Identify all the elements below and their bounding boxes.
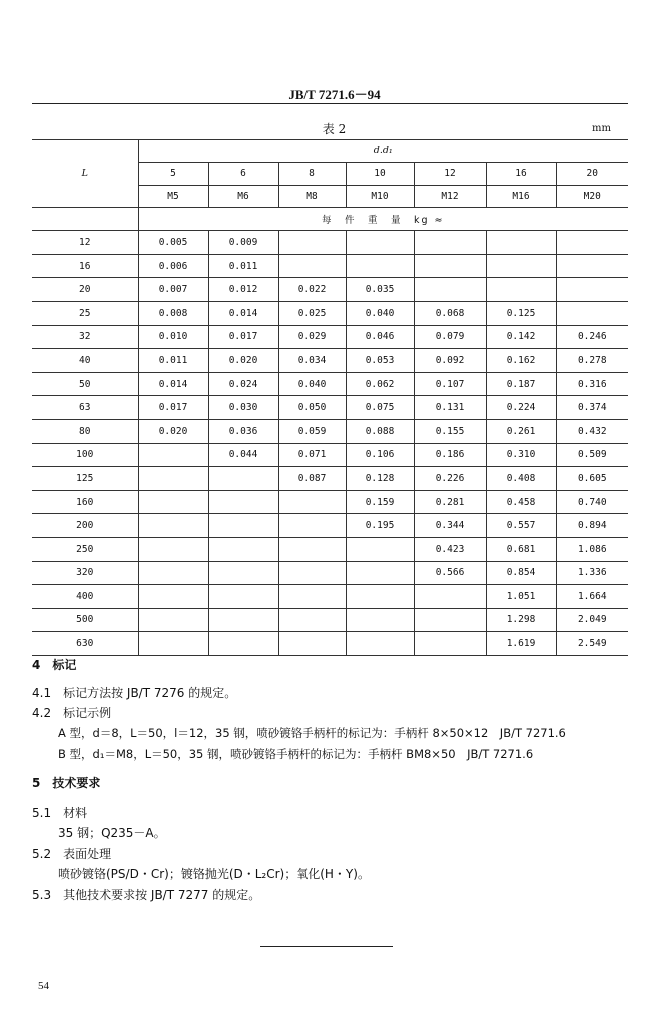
- mass-cell: [138, 561, 208, 585]
- d1-header-cell: M8: [278, 185, 346, 208]
- mass-cell: 0.458: [486, 490, 556, 514]
- mass-cell: [208, 514, 278, 538]
- mass-cell: [278, 561, 346, 585]
- clause-5-2-text: 喷砂镀铬(PS/D・Cr)；镀铬抛光(D・L₂Cr)；氧化(H・Y)。: [58, 867, 370, 881]
- mass-cell: [208, 632, 278, 656]
- mass-cell: 0.159: [346, 490, 414, 514]
- mass-cell: [346, 608, 414, 632]
- mass-cell: 0.566: [414, 561, 486, 585]
- mass-cell: 0.007: [138, 278, 208, 302]
- mass-header: 每 件 重 量 kg ≈: [138, 208, 628, 231]
- mass-cell: 1.336: [556, 561, 628, 585]
- length-cell: 80: [32, 419, 138, 443]
- table-row: [32, 514, 628, 538]
- d-header-cell: 16: [486, 162, 556, 185]
- mass-cell: 0.030: [208, 396, 278, 420]
- clause-4-2: 4.2 标记示例: [32, 706, 112, 720]
- mass-cell: [346, 561, 414, 585]
- mass-cell: [138, 585, 208, 609]
- table-row: [32, 632, 628, 656]
- length-cell: 40: [32, 349, 138, 373]
- table-row: [32, 608, 628, 632]
- mass-cell: [346, 632, 414, 656]
- length-cell: 100: [32, 443, 138, 467]
- length-cell: 25: [32, 301, 138, 325]
- clause-5-1-text: 35 钢；Q235－A。: [58, 826, 166, 840]
- mass-cell: [414, 608, 486, 632]
- mass-cell: [278, 585, 346, 609]
- mass-cell: 0.017: [138, 396, 208, 420]
- mass-cell: 0.740: [556, 490, 628, 514]
- length-cell: 32: [32, 325, 138, 349]
- length-cell: 160: [32, 490, 138, 514]
- table-row: [32, 372, 628, 396]
- mass-cell: 0.059: [278, 419, 346, 443]
- mass-cell: [278, 254, 346, 278]
- mass-cell: 0.605: [556, 467, 628, 491]
- mass-table: [32, 139, 628, 656]
- mass-cell: [138, 467, 208, 491]
- mass-cell: [278, 537, 346, 561]
- mass-cell: 0.106: [346, 443, 414, 467]
- mass-cell: 0.017: [208, 325, 278, 349]
- mass-cell: 0.226: [414, 467, 486, 491]
- section-4-title: 4 标记: [32, 658, 77, 672]
- mass-cell: 0.681: [486, 537, 556, 561]
- mass-cell: 0.008: [138, 301, 208, 325]
- mass-cell: [346, 254, 414, 278]
- mass-cell: [278, 490, 346, 514]
- mass-cell: [486, 254, 556, 278]
- table-row: [32, 443, 628, 467]
- clause-4-1: 4.1 标记方法按 JB/T 7276 的规定。: [32, 686, 237, 700]
- table-row: [32, 396, 628, 420]
- mass-cell: 0.092: [414, 349, 486, 373]
- mass-cell: 0.044: [208, 443, 278, 467]
- mass-cell: 1.664: [556, 585, 628, 609]
- mass-cell: [556, 278, 628, 302]
- table-row: [32, 537, 628, 561]
- mass-cell: 0.014: [208, 301, 278, 325]
- table-row: [32, 490, 628, 514]
- d-header-cell: 10: [346, 162, 414, 185]
- mass-cell: 0.162: [486, 349, 556, 373]
- mass-cell: 0.022: [278, 278, 346, 302]
- mass-cell: 0.310: [486, 443, 556, 467]
- mass-cell: 0.050: [278, 396, 346, 420]
- mass-cell: [346, 537, 414, 561]
- mass-cell: 0.107: [414, 372, 486, 396]
- length-cell: 200: [32, 514, 138, 538]
- mass-cell: 1.298: [486, 608, 556, 632]
- footer-rule: [260, 946, 393, 947]
- mass-cell: 0.040: [346, 301, 414, 325]
- mass-cell: 0.195: [346, 514, 414, 538]
- mass-cell: 0.087: [278, 467, 346, 491]
- mass-cell: 0.557: [486, 514, 556, 538]
- table-row: [32, 585, 628, 609]
- marking-example-a: A 型，d＝8，L＝50，l＝12，35 钢，喷砂镀铬手柄杆的标记为：手柄杆 8×50×12 JB/T 7271.6: [58, 726, 566, 740]
- mass-cell: 0.062: [346, 372, 414, 396]
- mass-cell: [138, 632, 208, 656]
- group-header-d: d.d₁: [138, 140, 628, 163]
- mass-cell: [556, 254, 628, 278]
- mass-cell: 0.155: [414, 419, 486, 443]
- mass-cell: 2.049: [556, 608, 628, 632]
- length-cell: 400: [32, 585, 138, 609]
- d-header-cell: 6: [208, 162, 278, 185]
- mass-cell: 1.051: [486, 585, 556, 609]
- mass-cell: 0.071: [278, 443, 346, 467]
- mass-cell: 0.131: [414, 396, 486, 420]
- length-cell: 50: [32, 372, 138, 396]
- table-row: [32, 231, 628, 255]
- mass-cell: 0.509: [556, 443, 628, 467]
- mass-cell: 0.020: [138, 419, 208, 443]
- mass-cell: [208, 561, 278, 585]
- mass-cell: 0.020: [208, 349, 278, 373]
- table-title: 表 2: [322, 122, 347, 136]
- mass-cell: [346, 231, 414, 255]
- mass-cell: 0.053: [346, 349, 414, 373]
- mass-cell: [138, 608, 208, 632]
- document-header: JB/T 7271.6－94: [288, 87, 381, 102]
- mass-cell: 0.014: [138, 372, 208, 396]
- mass-cell: [138, 514, 208, 538]
- length-cell: 630: [32, 632, 138, 656]
- mass-cell: [278, 608, 346, 632]
- mass-cell: [208, 490, 278, 514]
- clause-5-1: 5.1 材料: [32, 806, 88, 820]
- mass-cell: 0.894: [556, 514, 628, 538]
- d-header-cell: 20: [556, 162, 628, 185]
- page-number: 54: [38, 980, 49, 992]
- mass-cell: [208, 585, 278, 609]
- mass-cell: 0.088: [346, 419, 414, 443]
- table-row: [32, 419, 628, 443]
- d-header-cell: 5: [138, 162, 208, 185]
- mass-cell: [138, 537, 208, 561]
- mass-cell: 0.029: [278, 325, 346, 349]
- table-row: [32, 349, 628, 373]
- mass-cell: 0.012: [208, 278, 278, 302]
- mass-cell: 0.432: [556, 419, 628, 443]
- header-rule: [32, 103, 628, 104]
- mass-cell: [138, 490, 208, 514]
- mass-cell: 0.125: [486, 301, 556, 325]
- table-unit: mm: [592, 123, 611, 134]
- mass-cell: 2.549: [556, 632, 628, 656]
- mass-cell: 0.006: [138, 254, 208, 278]
- mass-cell: 0.278: [556, 349, 628, 373]
- mass-cell: 0.186: [414, 443, 486, 467]
- mass-cell: 0.009: [208, 231, 278, 255]
- mass-cell: [556, 301, 628, 325]
- d1-header-cell: M16: [486, 185, 556, 208]
- length-cell: 12: [32, 231, 138, 255]
- mass-cell: [414, 632, 486, 656]
- table-row: [32, 325, 628, 349]
- d-header-cell: 12: [414, 162, 486, 185]
- clause-5-2: 5.2 表面处理: [32, 847, 112, 861]
- mass-cell: 0.854: [486, 561, 556, 585]
- mass-cell: 0.128: [346, 467, 414, 491]
- mass-cell: 0.046: [346, 325, 414, 349]
- length-cell: 250: [32, 537, 138, 561]
- mass-cell: [486, 278, 556, 302]
- mass-cell: [414, 254, 486, 278]
- mass-cell: 0.224: [486, 396, 556, 420]
- d-header-cell: 8: [278, 162, 346, 185]
- mass-cell: [414, 231, 486, 255]
- mass-cell: 0.005: [138, 231, 208, 255]
- length-cell: 63: [32, 396, 138, 420]
- mass-cell: 1.619: [486, 632, 556, 656]
- mass-cell: [278, 632, 346, 656]
- mass-cell: 0.010: [138, 325, 208, 349]
- mass-cell: 0.024: [208, 372, 278, 396]
- mass-cell: [208, 537, 278, 561]
- mass-cell: [414, 278, 486, 302]
- d1-header-cell: M6: [208, 185, 278, 208]
- mass-cell: [138, 443, 208, 467]
- mass-cell: 0.040: [278, 372, 346, 396]
- marking-example-b: B 型，d₁＝M8，L＝50，35 钢，喷砂镀铬手柄杆的标记为：手柄杆 BM8×50 JB/T 7271.6: [58, 747, 534, 761]
- mass-cell: [208, 608, 278, 632]
- mass-cell: [486, 231, 556, 255]
- mass-cell: [208, 467, 278, 491]
- length-cell: 16: [32, 254, 138, 278]
- d1-header-cell: M5: [138, 185, 208, 208]
- mass-cell: [278, 231, 346, 255]
- mass-header-spacer: [32, 208, 138, 231]
- table-row: [32, 467, 628, 491]
- row-header-L: L: [32, 140, 138, 208]
- length-cell: 125: [32, 467, 138, 491]
- length-cell: 500: [32, 608, 138, 632]
- clause-5-3: 5.3 其他技术要求按 JB/T 7277 的规定。: [32, 888, 261, 902]
- mass-cell: [346, 585, 414, 609]
- mass-cell: 0.075: [346, 396, 414, 420]
- table-row: [32, 561, 628, 585]
- mass-cell: 0.261: [486, 419, 556, 443]
- mass-cell: 0.374: [556, 396, 628, 420]
- mass-cell: 0.079: [414, 325, 486, 349]
- length-cell: 20: [32, 278, 138, 302]
- length-cell: 320: [32, 561, 138, 585]
- mass-cell: [556, 231, 628, 255]
- d1-header-cell: M12: [414, 185, 486, 208]
- mass-cell: 1.086: [556, 537, 628, 561]
- mass-cell: [414, 585, 486, 609]
- mass-cell: [278, 514, 346, 538]
- mass-cell: 0.142: [486, 325, 556, 349]
- mass-cell: 0.011: [208, 254, 278, 278]
- mass-cell: 0.034: [278, 349, 346, 373]
- mass-cell: 0.068: [414, 301, 486, 325]
- table-row: [32, 254, 628, 278]
- table-row: [32, 278, 628, 302]
- mass-cell: 0.036: [208, 419, 278, 443]
- mass-cell: 0.187: [486, 372, 556, 396]
- mass-cell: 0.025: [278, 301, 346, 325]
- d1-header-cell: M10: [346, 185, 414, 208]
- table-row: [32, 301, 628, 325]
- mass-cell: 0.281: [414, 490, 486, 514]
- mass-cell: 0.035: [346, 278, 414, 302]
- mass-cell: 0.011: [138, 349, 208, 373]
- mass-cell: 0.408: [486, 467, 556, 491]
- mass-cell: 0.423: [414, 537, 486, 561]
- mass-cell: 0.344: [414, 514, 486, 538]
- section-5-title: 5 技术要求: [32, 776, 101, 790]
- d1-header-cell: M20: [556, 185, 628, 208]
- mass-cell: 0.316: [556, 372, 628, 396]
- mass-cell: 0.246: [556, 325, 628, 349]
